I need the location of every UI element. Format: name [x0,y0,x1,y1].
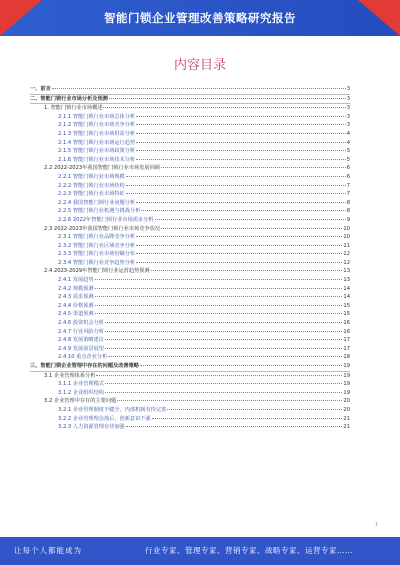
toc-entry[interactable] [30,207,350,216]
toc-entry-label: 3.1 企业管理体系分析 [44,372,96,379]
toc-leader-dots [109,97,346,99]
toc-entry[interactable] [30,328,350,337]
toc-entry[interactable] [30,242,350,251]
toc-leader-dots [136,132,346,134]
toc-entry-label: 3.2.2 企业管理理念落后，创新意识不强 [58,415,151,422]
toc-entry-label: 2.4.2 规模预测 [58,285,94,292]
toc-leader-dots [126,192,346,194]
toc-entry-page: 20 [343,406,350,413]
toc-entry-page: 12 [343,259,350,266]
toc-entry-page: 19 [343,363,350,369]
toc-heading: 内容目录 [173,58,226,73]
toc-entry-page: 11 [343,242,350,249]
toc-entry[interactable] [30,380,350,389]
toc-entry-page: 14 [343,294,350,301]
toc-entry-page: 5 [346,156,350,163]
toc-entry-label: 2.4.7 行业风险分析 [58,328,104,335]
toc-entry-label: 二、智能门锁行业市场分析及预测 [30,95,108,102]
toc-entry[interactable] [30,406,350,415]
toc-entry-label: 2.4.5 渠道预测 [58,311,94,318]
toc-entry-page: 15 [343,302,350,309]
toc-entry-label: 2.4.10 重点企业分析 [58,354,108,361]
toc-entry[interactable] [30,362,350,372]
toc-leader-dots [161,227,342,229]
toc-entry-page: 10 [343,234,350,241]
toc-entry-label: 2.3.4 智能门锁行业竞争趋势分析 [58,259,136,266]
toc-leader-dots [105,382,342,384]
toc-entry-label: 2.4.3 需求预测 [58,294,94,301]
toc-entry[interactable] [30,259,350,268]
toc-leader-dots [152,417,343,419]
toc-entry[interactable] [30,199,350,208]
toc-entry-page: 3 [346,105,350,112]
toc-leader-dots [126,184,346,186]
toc-entry-label: 1. 智能门锁行业市场概述 [44,105,103,112]
toc-entry-page: 19 [343,381,350,388]
toc-leader-dots [136,201,346,203]
toc-entry-label: 2.4.8 发展策略建议 [58,337,104,344]
toc-entry[interactable] [30,250,350,259]
toc-entry-label: 2.4.1 发展趋势 [58,277,94,284]
toc-entry[interactable] [30,190,350,199]
toc-entry-label: 2.2.2 智能门锁行业市场结构 [58,182,125,189]
toc-leader-dots [117,399,342,401]
toc-entry[interactable] [30,85,350,95]
toc-entry[interactable] [30,147,350,156]
toc-entry-label: 3.1.2 企业组织结构 [58,389,104,396]
toc-entry-page: 8 [346,199,350,206]
toc-entry-page: 17 [343,337,350,344]
toc-entry[interactable] [30,139,350,148]
toc-entry[interactable] [30,423,350,432]
toc-entry[interactable] [30,319,350,328]
toc-entry-page: 14 [343,285,350,292]
toc-entry[interactable] [30,113,350,122]
toc-entry-label: 2.1.2 智能门锁行业市场竞争分析 [58,122,136,129]
toc-leader-dots [108,355,342,357]
toc-entry-label: 2.4.6 投资机会分析 [58,320,104,327]
toc-entry-label: 3.2.1 企业管理制度不健全，内部机制有待完善 [58,406,167,413]
toc-entry-page: 21 [343,424,350,431]
toc-entry-label: 2.2.3 智能门锁行业市场特征 [58,191,125,198]
toc-entry-label: 2.2 2022-2023年我国智能门锁行业市场发展回顾 [44,165,160,172]
toc-entry[interactable] [30,389,350,398]
toc-entry-page: 15 [343,311,350,318]
toc-entry-label: 2.4.9 发展前景展望 [58,345,104,352]
toc-entry[interactable] [30,173,350,182]
toc-entry[interactable] [30,372,350,381]
toc-entry-label: 2.2.1 智能门锁行业市场规模 [58,173,125,180]
toc-leader-dots [105,391,342,393]
toc-entry-page: 3 [346,122,350,129]
toc-entry-page: 8 [346,208,350,215]
toc-entry-page: 13 [343,277,350,284]
toc-entry-page: 21 [343,415,350,422]
toc-entry-label: 3.1.1 企业管理模式 [58,381,104,388]
toc-entry[interactable] [30,310,350,319]
toc-entry-page: 19 [343,372,350,379]
toc-leader-dots [136,261,342,263]
toc-entry-label: 2.2.5 智能门锁行业机遇与挑战分析 [58,208,141,215]
toc-entry-page: 18 [343,354,350,361]
toc-entry-label: 3.2 企业管理中存在的主要问题 [44,398,117,405]
toc-entry-label: 三、智能门锁企业管理中存在的问题及改善策略 [30,363,139,369]
toc-leader-dots [95,304,343,306]
toc-entry-page: 7 [346,191,350,198]
toc-entry-page: 10 [343,225,350,232]
toc-entry[interactable] [30,182,350,191]
toc-entry[interactable] [30,267,350,276]
toc-entry[interactable] [30,121,350,130]
toc-leader-dots [95,287,343,289]
toc-leader-dots [105,347,342,349]
page-number: 1 [374,522,378,528]
toc-leader-dots [105,321,342,323]
toc-entry[interactable] [30,302,350,311]
toc-leader-dots [136,235,342,237]
toc-leader-dots [140,364,342,366]
toc-entry-label: 一、前言 [30,86,51,92]
toc-entry-label: 2.1.3 智能门锁行业市场供需分析 [58,130,136,137]
toc-leader-dots [126,175,346,177]
toc-leader-dots [141,209,345,211]
toc-entry-page: 6 [346,173,350,180]
toc-entry-page: 5 [346,148,350,155]
toc-leader-dots [136,149,346,151]
toc-entry[interactable] [30,225,350,234]
toc-leader-dots [126,425,343,427]
toc-leader-dots [151,269,343,271]
toc-entry[interactable] [30,415,350,424]
toc-leader-dots [52,87,346,89]
toc-leader-dots [136,252,342,254]
toc-leader-dots [103,106,345,108]
toc-entry-label: 2.3.3 智能门锁行业市场份额分布 [58,251,136,258]
toc-entry[interactable] [30,397,350,406]
toc-entry-label: 2.1.6 智能门锁行业市场技术分析 [58,156,136,163]
toc-entry-label: 3.2.3 人力资源管理有待加强 [58,424,125,431]
toc-entry-page: 20 [343,398,350,405]
toc-entry[interactable] [30,216,350,225]
toc-leader-dots [136,123,346,125]
toc-entry[interactable] [30,130,350,139]
toc-entry-page: 6 [346,165,350,172]
toc-entry-label: 2.4 2023-2029年智能门锁行业运营趋势预测 [44,268,150,275]
toc-entry-label: 2.2.4 我国智能门锁行业问题分析 [58,199,136,206]
toc-leader-dots [96,374,342,376]
toc-entry[interactable] [30,276,350,285]
toc-entry-label: 2.4.4 价格预测 [58,302,94,309]
toc-entry-page: 12 [343,251,350,258]
toc-entry[interactable] [30,336,350,345]
footer-tagline: 行业专家、管理专家、营销专家、战略专家、运营专家…… [145,546,353,555]
toc-entry-page: 19 [343,389,350,396]
toc-entry[interactable] [30,345,350,354]
toc-entry-label: 2.1.5 智能门锁行业市场政策分析 [58,148,136,155]
toc-leader-dots [95,295,343,297]
toc-leader-dots [105,338,342,340]
toc-entry-label: 2.1.4 智能门锁行业市场运行趋势 [58,139,136,146]
toc-leader-dots [136,244,342,246]
toc-entry-page: 3 [346,95,350,102]
toc-entry-page: 3 [346,86,350,92]
document-title: 智能门锁企业管理改善策略研究报告 [104,11,296,25]
toc-entry[interactable] [30,293,350,302]
toc-leader-dots [136,115,346,117]
toc-leader-dots [136,141,346,143]
toc-leader-dots [95,312,343,314]
toc-entry[interactable] [30,353,350,362]
toc-entry-page: 3 [346,113,350,120]
toc-entry[interactable] [30,164,350,173]
toc-entry[interactable] [30,285,350,294]
toc-entry-page: 16 [343,328,350,335]
toc-entry-label: 2.3.2 智能门锁行业区域竞争分析 [58,242,136,249]
toc-leader-dots [136,158,346,160]
toc-entry-page: 17 [343,345,350,352]
toc-entry[interactable] [30,104,350,113]
toc-entry-page: 7 [346,182,350,189]
header-banner [0,0,400,36]
toc-entry[interactable] [30,95,350,105]
toc-entry-label: 2.2.6 2022年智能门锁行业市场需求分析 [58,216,154,223]
table-of-contents [30,85,350,432]
toc-entry-page: 16 [343,320,350,327]
toc-leader-dots [155,218,346,220]
footer-slogan: 让每个人都能成为 [14,546,82,555]
toc-entry-label: 2.3 2022-2023年我国智能门锁行业市场竞争状况 [44,225,160,232]
toc-leader-dots [105,330,342,332]
toc-entry-page: 4 [346,130,350,137]
toc-leader-dots [161,166,346,168]
toc-entry[interactable] [30,156,350,165]
toc-leader-dots [95,278,343,280]
toc-leader-dots [167,408,342,410]
toc-entry-label: 2.3.1 智能门锁行业品牌竞争分析 [58,234,136,241]
footer-banner [0,537,400,565]
toc-entry-page: 4 [346,139,350,146]
toc-entry[interactable] [30,233,350,242]
toc-entry-label: 2.1.1 智能门锁行业市场总体分析 [58,113,136,120]
toc-entry-page: 9 [346,216,350,223]
toc-entry-page: 13 [343,268,350,275]
